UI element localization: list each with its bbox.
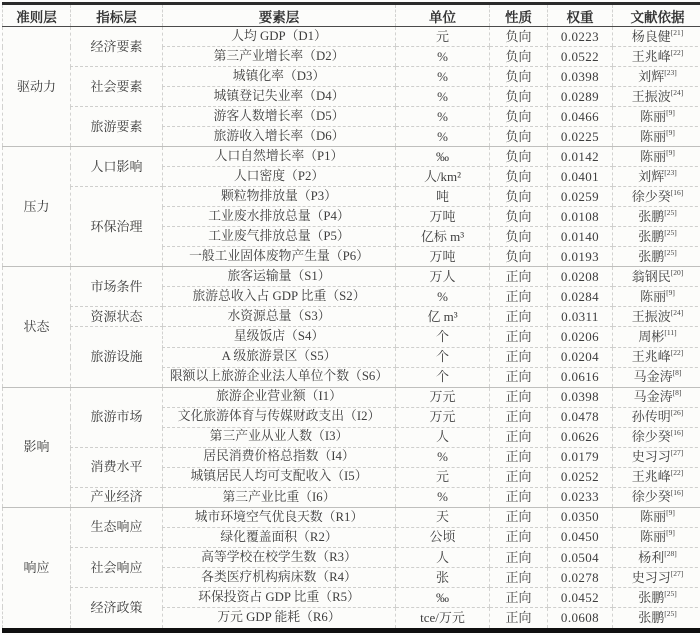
unit-cell: 个 [396,347,490,367]
weight-cell: 0.0284 [548,287,613,307]
weight-cell: 0.0206 [548,327,613,347]
header-weight: 权重 [548,4,613,27]
reference-citation-number: [9] [666,107,675,117]
weight-cell: 0.0350 [548,507,613,527]
indicator-cell: 旅游市场 [71,387,163,447]
reference-cell [613,247,700,267]
header-nature: 性质 [490,4,548,27]
reference-author: 陈丽 [640,108,667,124]
reference-citation-number: [27] [670,448,684,458]
nature-cell: 正向 [490,287,548,307]
unit-cell: % [396,127,490,147]
table-row [3,307,700,327]
reference-cell [613,87,700,107]
reference-citation-number: [25] [664,248,677,258]
reference-citation-number: [23] [664,167,677,177]
unit-cell: 万元 [396,387,490,407]
reference-citation-number: [24] [670,87,684,97]
unit-cell: 人 [396,427,490,447]
nature-cell: 正向 [490,427,548,447]
table-row [3,447,700,467]
reference-cell [613,47,700,67]
weight-cell: 0.0142 [548,147,613,167]
reference-author: 徐少癸 [631,188,671,204]
indicator-cell: 经济要素 [71,27,163,67]
nature-cell: 正向 [490,507,548,527]
reference-author: 翁钢民 [631,269,671,285]
reference-citation-number: [22] [670,348,684,358]
weight-cell: 0.0225 [548,127,613,147]
unit-cell: 万吨 [396,207,490,227]
unit-cell: 人 [396,547,490,567]
reference-cell [613,567,700,587]
reference-author: 陈丽 [640,529,667,545]
weight-cell: 0.0223 [548,27,613,47]
table-row [3,267,700,287]
weight-cell: 0.0233 [548,487,613,507]
weight-cell: 0.0466 [548,107,613,127]
reference-author: 陈丽 [640,289,667,305]
reference-citation-number: [26] [670,408,684,418]
nature-cell: 负向 [490,87,548,107]
reference-citation-number: [8] [672,368,682,378]
nature-cell: 正向 [490,447,548,467]
unit-cell: 天 [396,507,490,527]
weight-cell: 0.0208 [548,267,613,287]
element-cell: 限额以上旅游企业法人单位个数（S6） [163,367,396,387]
element-cell: 第三产业增长率（D2） [163,47,396,67]
indicator-cell: 生态响应 [71,507,163,547]
indicator-cell: 经济政策 [71,587,163,630]
unit-cell: 亿标 m³ [396,227,490,247]
element-cell: A 级旅游景区（S5） [163,347,396,367]
weight-cell: 0.0140 [548,227,613,247]
reference-author: 徐少癸 [631,489,671,505]
indicator-cell: 社会响应 [71,547,163,587]
unit-cell: 万人 [396,267,490,287]
nature-cell: 正向 [490,587,548,607]
reference-cell [613,427,700,447]
element-cell: 星级饭店（S4） [163,327,396,347]
weight-cell: 0.0204 [548,347,613,367]
weight-cell: 0.0398 [548,67,613,87]
reference-citation-number: [9] [666,508,675,518]
reference-cell [613,207,700,227]
reference-author: 王兆峰 [631,48,671,64]
unit-cell: 人/km² [396,167,490,187]
reference-cell [613,407,700,427]
reference-citation-number: [11] [664,328,677,338]
nature-cell: 负向 [490,47,548,67]
reference-cell [613,507,700,527]
reference-cell [613,527,700,547]
reference-author: 徐少癸 [631,429,671,445]
nature-cell: 正向 [490,527,548,547]
indicator-cell: 环保治理 [71,187,163,267]
weight-cell: 0.0626 [548,427,613,447]
table-row [3,587,700,607]
reference-cell [613,27,700,47]
element-cell: 第三产业比重（I6） [163,487,396,507]
nature-cell: 负向 [490,187,548,207]
reference-cell [613,347,700,367]
reference-cell [613,587,700,607]
reference-author: 张鹏 [638,229,665,244]
unit-cell: 个 [396,367,490,387]
indicator-cell: 社会要素 [71,67,163,107]
reference-author: 张鹏 [638,249,665,265]
reference-author: 马金涛 [633,389,673,405]
table-body [3,27,700,631]
element-cell: 旅游企业营业额（I1） [163,387,396,407]
reference-cell [613,467,700,487]
reference-citation-number: [25] [664,228,677,237]
reference-citation-number: [16] [670,428,684,438]
weight-cell: 0.0289 [548,87,613,107]
unit-cell: % [396,287,490,307]
reference-author: 王兆峰 [631,349,671,365]
nature-cell: 正向 [490,267,548,287]
weight-cell: 0.0193 [548,247,613,267]
nature-cell: 正向 [490,407,548,427]
element-cell: 人口自然增长率（P1） [163,147,396,167]
reference-author: 陈丽 [640,148,667,164]
reference-cell [613,607,700,630]
weight-cell: 0.0108 [548,207,613,227]
weight-cell: 0.0522 [548,47,613,67]
reference-author: 陈丽 [640,509,667,525]
reference-author: 王兆峰 [631,469,671,485]
table-row [3,107,700,127]
reference-citation-number: [22] [670,468,684,478]
reference-citation-number: [8] [672,388,682,398]
nature-cell: 正向 [490,487,548,507]
element-cell: 城镇化率（D3） [163,67,396,87]
unit-cell: % [396,47,490,67]
reference-author: 张鹏 [638,208,665,224]
criterion-cell: 压力 [3,147,71,267]
reference-citation-number: [16] [670,488,684,498]
reference-cell [613,187,700,207]
weight-cell: 0.0259 [548,187,613,207]
weight-cell: 0.0608 [548,607,613,630]
reference-author: 张鹏 [638,610,665,626]
reference-cell [613,387,700,407]
reference-cell [613,367,700,387]
criterion-cell: 影响 [3,387,71,507]
reference-citation-number: [28] [664,548,677,558]
reference-author: 史习习 [631,569,671,585]
nature-cell: 负向 [490,147,548,167]
reference-author: 史习习 [631,449,671,465]
header-reference: 文献依据 [613,4,700,27]
reference-author: 杨利 [638,549,665,565]
reference-author: 刘辉 [638,168,665,184]
indicator-cell: 人口影响 [71,147,163,187]
reference-citation-number: [16] [670,187,684,197]
table-header-row [3,4,700,27]
element-cell: 城镇居民人均可支配收入（I5） [163,467,396,487]
reference-cell [613,447,700,467]
table-row [3,547,700,567]
reference-author: 张鹏 [638,589,665,605]
weight-cell: 0.0179 [548,447,613,467]
element-cell: 工业废水排放总量（P4） [163,207,396,227]
table-row [3,387,700,407]
element-cell: 旅客运输量（S1） [163,267,396,287]
reference-cell [613,287,700,307]
reference-cell [613,127,700,147]
header-criterion-layer: 准则层 [3,4,71,27]
unit-cell: 公顷 [396,527,490,547]
reference-citation-number: [25] [664,609,677,619]
criterion-cell: 驱动力 [3,27,71,147]
table-row [3,67,700,87]
unit-cell: % [396,487,490,507]
reference-cell [613,107,700,127]
reference-citation-number: [24] [670,308,684,318]
reference-cell [613,227,700,247]
nature-cell: 负向 [490,207,548,227]
table-row [3,147,700,167]
table-row [3,327,700,347]
reference-cell [613,67,700,87]
nature-cell: 负向 [490,67,548,87]
reference-citation-number: [25] [664,588,677,598]
reference-cell [613,267,700,287]
reference-cell [613,547,700,567]
reference-author: 杨良健 [631,28,671,44]
header-unit: 单位 [396,4,490,27]
reference-citation-number: [9] [666,528,675,538]
weight-cell: 0.0452 [548,587,613,607]
element-cell: 旅游收入增长率（D6） [163,127,396,147]
indicator-cell: 消费水平 [71,447,163,487]
nature-cell: 负向 [490,227,548,247]
nature-cell: 正向 [490,347,548,367]
weight-cell: 0.0398 [548,387,613,407]
reference-citation-number: [9] [666,288,675,298]
element-cell: 文化旅游体育与传媒财政支出（I2） [163,407,396,427]
nature-cell: 正向 [490,387,548,407]
unit-cell: 万元 [396,407,490,427]
unit-cell: 元 [396,467,490,487]
element-cell: 城镇登记失业率（D4） [163,87,396,107]
indicator-cell: 旅游设施 [71,327,163,387]
indicator-cell: 产业经济 [71,487,163,507]
nature-cell: 负向 [490,127,548,147]
reference-citation-number: [23] [664,67,677,77]
criterion-cell: 响应 [3,507,71,630]
weight-cell: 0.0616 [548,367,613,387]
reference-cell [613,327,700,347]
unit-cell: 亿 m³ [396,307,490,327]
table-row [3,507,700,527]
header-element-layer: 要素层 [163,4,396,27]
element-cell: 城市环境空气优良天数（R1） [163,507,396,527]
reference-citation-number: [22] [670,47,684,57]
nature-cell: 正向 [490,307,548,327]
reference-citation-number: [9] [666,147,675,157]
nature-cell: 正向 [490,547,548,567]
reference-citation-number: [25] [664,207,677,217]
reference-citation-number: [20] [670,268,684,278]
indicator-cell: 市场条件 [71,267,163,307]
table-row [3,187,700,207]
reference-author: 王振波 [631,309,671,325]
element-cell: 各类医疗机构病床数（R4） [163,567,396,587]
table-row [3,27,700,47]
unit-cell: ‰ [396,147,490,167]
weight-cell: 0.0504 [548,547,613,567]
reference-cell [613,167,700,187]
nature-cell: 负向 [490,107,548,127]
unit-cell: 吨 [396,187,490,207]
reference-author: 马金涛 [633,369,673,385]
nature-cell: 负向 [490,27,548,47]
nature-cell: 负向 [490,247,548,267]
weight-cell: 0.0252 [548,467,613,487]
unit-cell: tce/万元 [396,607,490,630]
reference-author: 刘辉 [638,68,665,84]
unit-cell: % [396,107,490,127]
element-cell: 环保投资占 GDP 比重（R5） [163,587,396,607]
reference-citation-number: [27] [670,568,684,578]
weight-cell: 0.0311 [548,307,613,327]
element-cell: 第三产业从业人数（I3） [163,427,396,447]
unit-cell: % [396,447,490,467]
element-cell: 一般工业固体废物产生量（P6） [163,247,396,267]
indicator-cell: 旅游要素 [71,107,163,147]
unit-cell: 个 [396,327,490,347]
weight-cell: 0.0278 [548,567,613,587]
table-row [3,487,700,507]
nature-cell: 正向 [490,607,548,630]
unit-cell: 万吨 [396,247,490,267]
unit-cell: 元 [396,27,490,47]
reference-cell [613,147,700,167]
element-cell: 人均 GDP（D1） [163,27,396,47]
weight-cell: 0.0450 [548,527,613,547]
element-cell: 万元 GDP 能耗（R6） [163,607,396,630]
reference-cell [613,307,700,327]
element-cell: 旅游总收入占 GDP 比重（S2） [163,287,396,307]
indicator-system-table [2,2,700,633]
weight-cell: 0.0401 [548,167,613,187]
reference-citation-number: [9] [666,127,675,137]
weight-cell: 0.0478 [548,407,613,427]
nature-cell: 正向 [490,567,548,587]
reference-author: 王振波 [631,88,671,104]
element-cell: 居民消费价格总指数（I4） [163,447,396,467]
unit-cell: % [396,67,490,87]
nature-cell: 正向 [490,367,548,387]
header-indicator-layer: 指标层 [71,4,163,27]
element-cell: 游客人数增长率（D5） [163,107,396,127]
reference-author: 孙传明 [631,409,671,425]
element-cell: 颗粒物排放量（P3） [163,187,396,207]
element-cell: 水资源总量（S3） [163,307,396,327]
nature-cell: 负向 [490,167,548,187]
reference-cell [613,487,700,507]
reference-citation-number: [21] [670,27,684,37]
nature-cell: 正向 [490,467,548,487]
reference-author: 陈丽 [640,128,667,144]
indicator-cell: 资源状态 [71,307,163,327]
element-cell: 工业废气排放总量（P5） [163,227,396,247]
element-cell: 高等学校在校学生数（R3） [163,547,396,567]
element-cell: 绿化覆盖面积（R2） [163,527,396,547]
unit-cell: 张 [396,567,490,587]
criterion-cell: 状态 [3,267,71,387]
element-cell: 人口密度（P2） [163,167,396,187]
reference-author: 周彬 [638,329,665,345]
unit-cell: ‰ [396,587,490,607]
nature-cell: 正向 [490,327,548,347]
unit-cell: % [396,87,490,107]
